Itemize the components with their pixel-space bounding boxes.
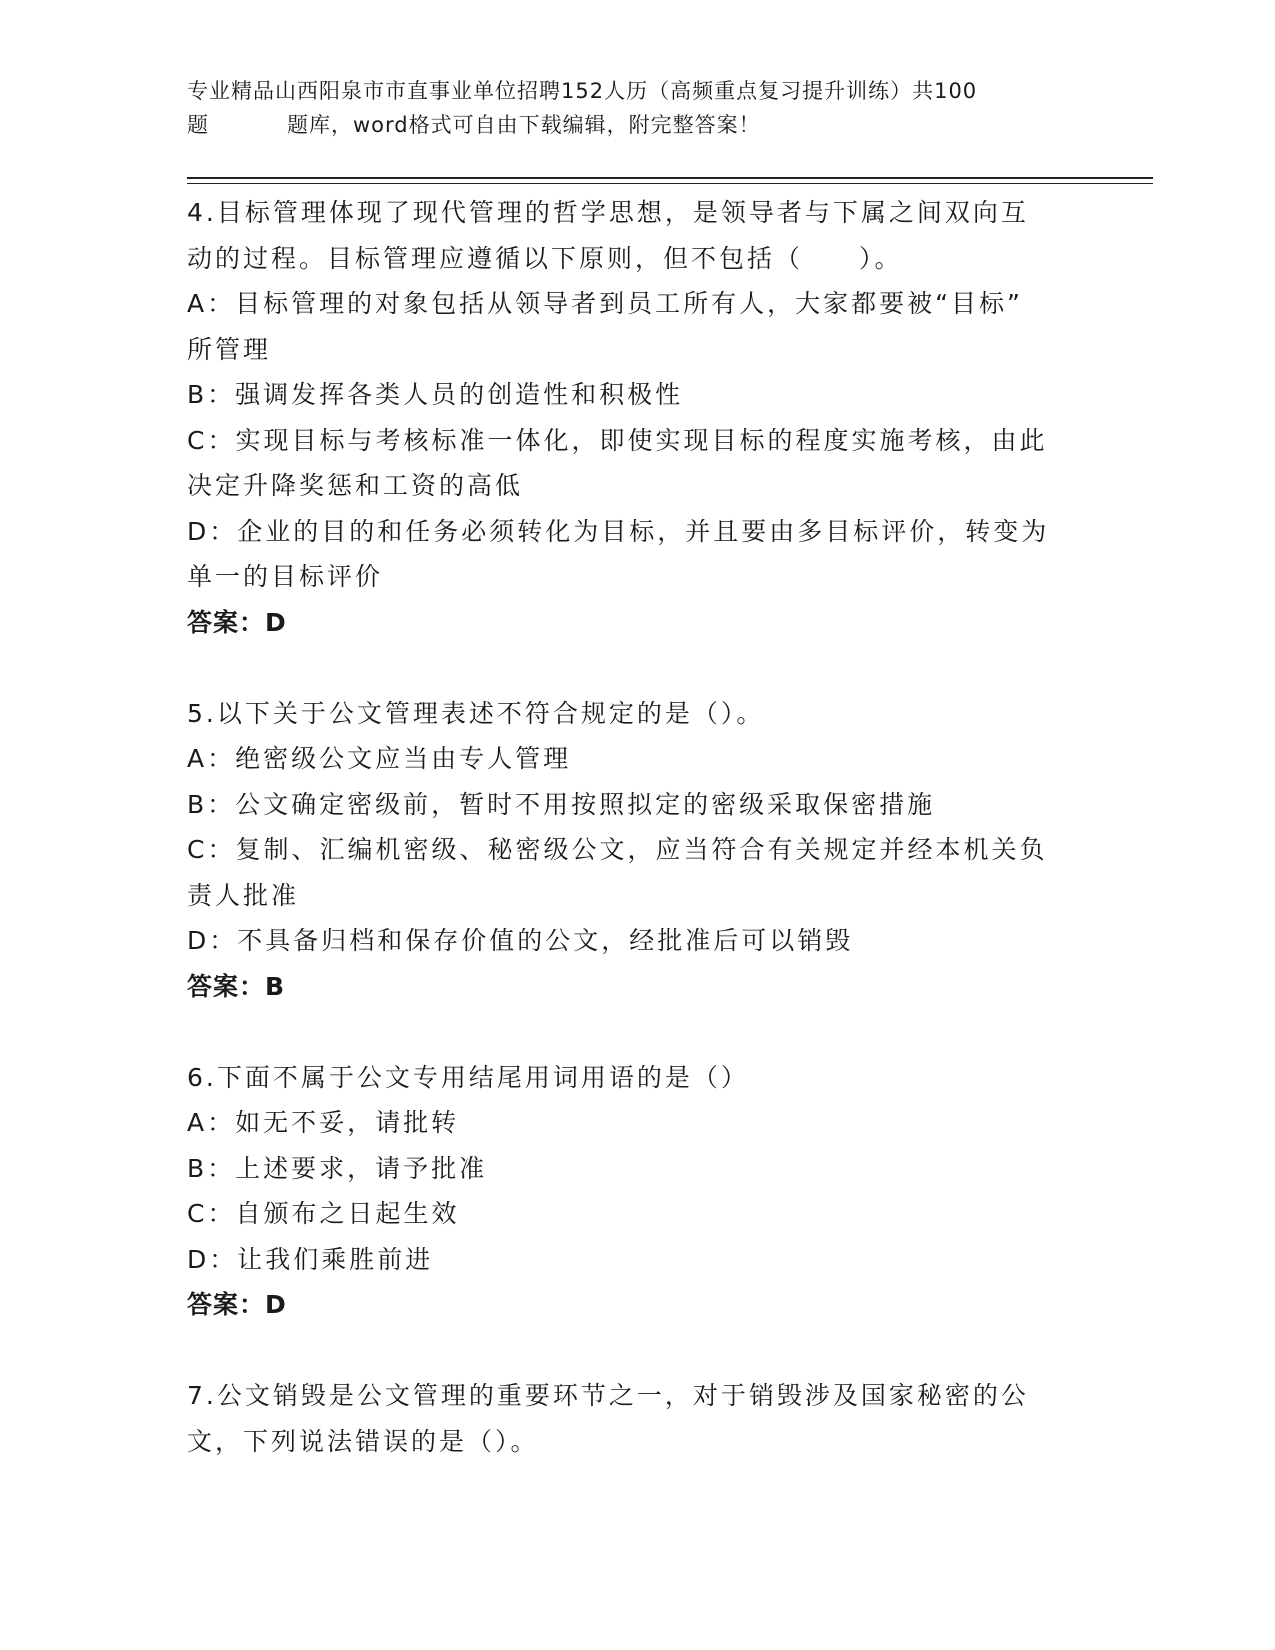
- question-7: [187, 1373, 1087, 1464]
- option-a-continued: 所管理: [187, 334, 272, 364]
- header-line-2: [187, 108, 1087, 142]
- option-a: A：如无不妥，请批转: [187, 1108, 460, 1137]
- option-c: C：复制、汇编机密级、秘密级公文，应当符合有关规定并经本机关负: [187, 835, 1048, 864]
- question-stem-line: 动的过程。目标管理应遵循以下原则，但不包括（ ）。: [187, 243, 903, 273]
- header-rule-thick: [187, 177, 1153, 179]
- answer: 答案：D: [187, 607, 287, 637]
- option-a: A：目标管理的对象包括从领导者到员工所有人，大家都要被“目标”: [187, 289, 1024, 318]
- answer: 答案：D: [187, 1290, 287, 1319]
- option-d-continued: 单一的目标评价: [187, 562, 384, 591]
- question-stem-line: 6.下面不属于公文专用结尾用词用语的是（）: [187, 1062, 749, 1092]
- option-d: D：企业的目的和任务必须转化为目标，并且要由多目标评价，转变为: [187, 516, 1050, 546]
- option-b: B：上述要求，请予批准: [187, 1153, 488, 1183]
- option-a: A：绝密级公文应当由专人管理: [187, 744, 572, 773]
- question-stem-line: 文，下列说法错误的是（）。: [187, 1426, 539, 1456]
- question-stem-line: 5.以下关于公文管理表述不符合规定的是（）。: [187, 698, 765, 728]
- question-6: [187, 1055, 1087, 1328]
- option-c: C：自颁布之日起生效: [187, 1199, 460, 1228]
- question-5: [187, 691, 1087, 1010]
- option-c-continued: 决定升降奖惩和工资的高低: [187, 471, 524, 500]
- option-c: C：实现目标与考核标准一体化，即使实现目标的程度实施考核，由此: [187, 425, 1048, 455]
- option-d: D：让我们乘胜前进: [187, 1244, 434, 1274]
- option-b: B：公文确定密级前，暂时不用按照拟定的密级采取保密措施: [187, 789, 936, 819]
- question-4: [187, 190, 1087, 645]
- header-line-1: 专业精品山西阳泉市市直事业单位招聘152人历（高频重点复习提升训练）共100: [187, 79, 978, 103]
- header-rule-thin: [187, 183, 1153, 184]
- header-line-2-left: 题: [187, 113, 209, 137]
- question-list: [187, 190, 1087, 1464]
- question-stem-line: 7.公文销毁是公文管理的重要环节之一，对于销毁涉及国家秘密的公: [187, 1381, 1029, 1410]
- option-b: B：强调发挥各类人员的创造性和积极性: [187, 380, 684, 409]
- option-c-continued: 责人批准: [187, 880, 300, 910]
- answer: 答案：B: [187, 971, 286, 1001]
- header-line-2-right: 题库，word格式可自由下载编辑，附完整答案！: [287, 113, 761, 137]
- option-d: D：不具备归档和保存价值的公文，经批准后可以销毁: [187, 926, 854, 955]
- question-stem-line: 4.目标管理体现了现代管理的哲学思想，是领导者与下属之间双向互: [187, 198, 1029, 227]
- document-header: [187, 74, 1087, 142]
